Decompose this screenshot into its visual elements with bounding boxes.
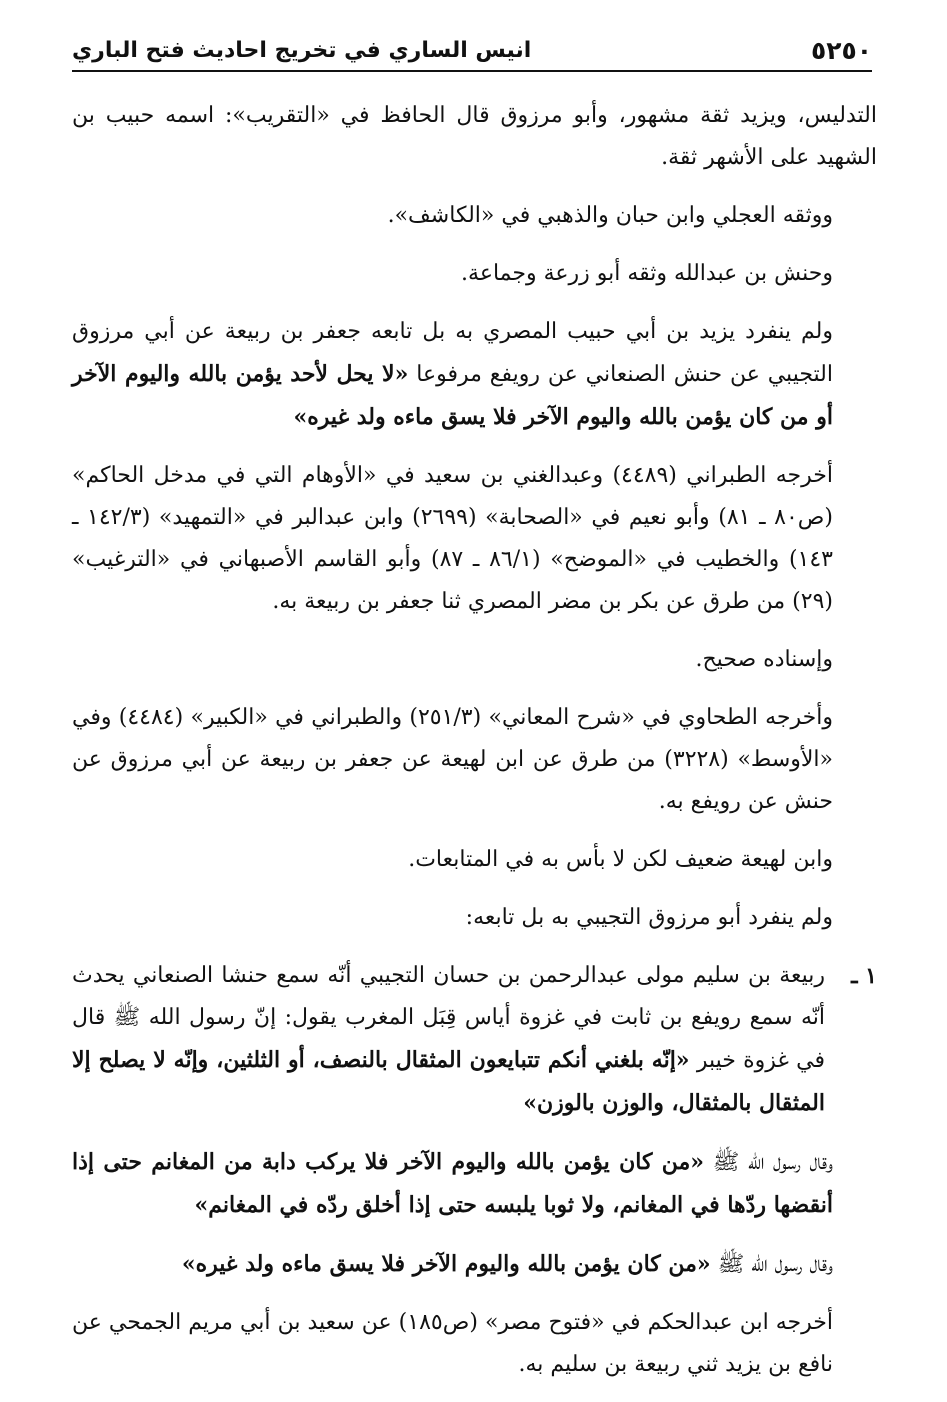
running-title: انيس الساري في تخريج احاديث فتح الباري bbox=[72, 37, 532, 63]
hadith-quote: «لا يحل لأحد يؤمن بالله واليوم الآخر أو من كان يؤمن بالله واليوم الآخر فلا يسق ماءه ولد غيره» bbox=[72, 361, 833, 430]
paragraph bbox=[72, 1141, 877, 1227]
list-item bbox=[72, 955, 877, 1125]
list-marker: ١ ـ bbox=[851, 963, 877, 989]
paragraph bbox=[72, 253, 877, 295]
paragraph bbox=[72, 95, 877, 179]
paragraph-text: وقال رسول الله ﷺ bbox=[717, 1252, 833, 1277]
paragraph bbox=[72, 195, 877, 237]
page-number: ٥٢٥٠ bbox=[810, 35, 872, 65]
paragraph-text: أخرجه الطبراني (٤٤٨٩) وعبدالغني بن سعيد في «الأوهام التي في مدخل الحاكم» (ص٨٠ ـ ٨١) وأبو نعيم في «الصحابة» (٢٦٩٩) وابن عبدالبر في «التمهيد» (١٤٢/٣ ـ ١٤٣) والخطيب في «الموضح» (٨٦/١ ـ ٨٧) وأبو القاسم الأصبهاني في «الترغيب» (٢٩) من طرق عن بكر بن مضر المصري ثنا جعفر بن ربيعة به. bbox=[72, 463, 833, 614]
hadith-quote: «من كان يؤمن بالله واليوم الآخر فلا يسق ماءه ولد غيره» bbox=[181, 1251, 711, 1277]
paragraph-text: ولم ينفرد أبو مرزوق التجيبي به بل تابعه: bbox=[465, 905, 833, 930]
paragraph-text: وحنش بن عبدالله وثقه أبو زرعة وجماعة. bbox=[461, 261, 833, 286]
paragraph bbox=[72, 1302, 877, 1386]
paragraph bbox=[72, 697, 877, 823]
paragraph bbox=[72, 839, 877, 881]
hadith-quote: «من كان يؤمن بالله واليوم الآخر فلا يركب دابة من المغانم حتى إذا أنقضها ردّها في المغانم، ولا ثوبا يلبسه حتى إذا أخلق ردّه في المغانم» bbox=[72, 1149, 833, 1218]
paragraph-text: ولم ينفرد يزيد بن أبي حبيب المصري به بل تابعه جعفر بن ربيعة عن أبي مرزوق التجيبي عن حنش الصنعاني عن رويفع مرفوعا bbox=[72, 319, 833, 387]
list-item-text bbox=[72, 955, 825, 1125]
paragraph-text: التدليس، ويزيد ثقة مشهور، وأبو مرزوق قال الحافظ في «التقريب»: اسمه حبيب بن الشهيد على الأشهر ثقة. bbox=[72, 103, 877, 170]
paragraph bbox=[72, 1243, 877, 1286]
paragraph-text: وقال رسول الله ﷺ bbox=[712, 1150, 833, 1175]
page-header bbox=[72, 30, 872, 72]
paragraph bbox=[72, 311, 877, 439]
list-item-body: ربيعة بن سليم مولى عبدالرحمن بن حسان التجيبي أنّه سمع حنشا الصنعاني يحدث أنّه سمع رويفع بن ثابت في غزوة أياس قِبَل المغرب يقول: إنّ رسول الله ﷺ قال في غزوة خيبر bbox=[72, 963, 826, 1073]
document-body bbox=[72, 95, 877, 1402]
hadith-quote: «إنّه بلغني أنكم تتبايعون المثقال بالنصف، أو الثلثين، وإنّه لا يصلح إلا المثقال بالمثقال، والوزن بالوزن» bbox=[72, 1047, 825, 1116]
paragraph-text: ووثقه العجلي وابن حبان والذهبي في «الكاشف». bbox=[387, 203, 833, 228]
paragraph bbox=[72, 897, 877, 939]
paragraph-text: وأخرجه الطحاوي في «شرح المعاني» (٢٥١/٣) والطبراني في «الكبير» (٤٤٨٤) وفي «الأوسط» (٣٢٢٨) من طرق عن ابن لهيعة عن جعفر بن ربيعة عن أبي مرزوق عن حنش عن رويفع به. bbox=[72, 705, 833, 814]
paragraph bbox=[72, 455, 877, 623]
paragraph-text: وابن لهيعة ضعيف لكن لا بأس به في المتابعات. bbox=[408, 847, 833, 872]
paragraph bbox=[72, 639, 877, 681]
paragraph-text: وإسناده صحيح. bbox=[695, 647, 833, 672]
paragraph-text: أخرجه ابن عبدالحكم في «فتوح مصر» (ص١٨٥) عن سعيد بن أبي مريم الجمحي عن نافع بن يزيد ثني ربيعة بن سليم به. bbox=[72, 1310, 833, 1377]
